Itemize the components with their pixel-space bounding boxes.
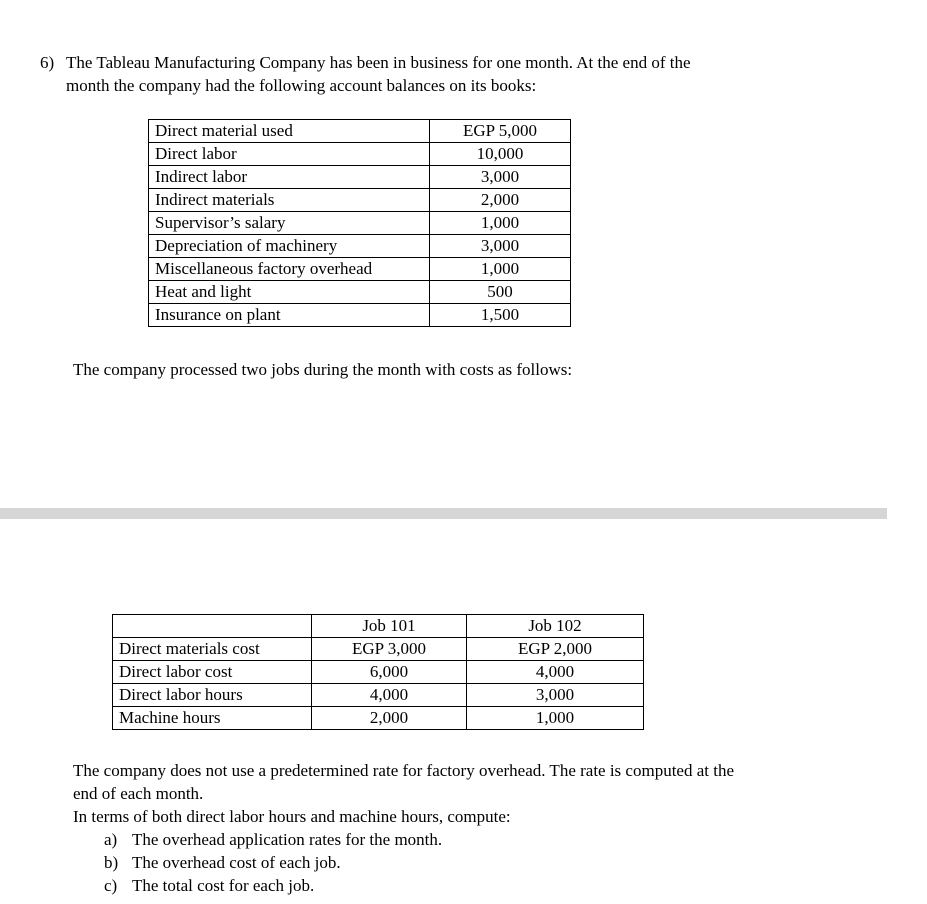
balance-row (149, 304, 571, 327)
question-line-2: month the company had the following account balances on its books: (66, 76, 537, 95)
balance-row (149, 235, 571, 258)
balance-value: 2,000 (430, 189, 571, 212)
task-a-text: The overhead application rates for the month. (132, 830, 443, 849)
balance-label: Indirect materials (149, 189, 430, 212)
balance-value: 10,000 (430, 143, 571, 166)
balance-label: Miscellaneous factory overhead (149, 258, 430, 281)
closing-line-3: In terms of both direct labor hours and machine hours, compute: (73, 807, 511, 826)
job-101-value: 4,000 (312, 684, 467, 707)
job-102-value: 4,000 (467, 661, 644, 684)
job-cost-row (113, 684, 644, 707)
task-a-marker: a) (104, 830, 118, 849)
job-101-value: EGP 3,000 (312, 638, 467, 661)
balance-row (149, 143, 571, 166)
job-101-value: 2,000 (312, 707, 467, 730)
task-b-marker: b) (104, 853, 119, 872)
balance-value: 1,000 (430, 258, 571, 281)
balance-value: 1,000 (430, 212, 571, 235)
balance-label: Direct material used (149, 120, 430, 143)
job-cost-row (113, 707, 644, 730)
balance-value: 3,000 (430, 235, 571, 258)
account-balances-table (148, 119, 571, 327)
balance-label: Supervisor’s salary (149, 212, 430, 235)
closing-line-2: end of each month. (73, 784, 204, 803)
balance-label: Depreciation of machinery (149, 235, 430, 258)
task-a (104, 828, 442, 851)
balance-row (149, 281, 571, 304)
balance-row (149, 258, 571, 281)
job-cost-label: Direct labor cost (113, 661, 312, 684)
job-cost-row (113, 638, 644, 661)
job-costs-table (112, 614, 644, 730)
job-102-value: 3,000 (467, 684, 644, 707)
divider-band (0, 508, 887, 519)
balance-row (149, 212, 571, 235)
balance-label: Direct labor (149, 143, 430, 166)
jobs-intro: The company processed two jobs during the month with costs as follows: (73, 360, 573, 379)
task-b (104, 851, 341, 874)
closing-line-1: The company does not use a predetermined rate for factory overhead. The rate is computed at the (73, 761, 734, 780)
header-job-101: Job 101 (312, 615, 467, 638)
question-number: 6) (40, 53, 55, 72)
job-102-value: EGP 2,000 (467, 638, 644, 661)
job-cost-label: Machine hours (113, 707, 312, 730)
job-102-value: 1,000 (467, 707, 644, 730)
balance-label: Heat and light (149, 281, 430, 304)
balance-row (149, 120, 571, 143)
header-blank-cell (113, 615, 312, 638)
job-cost-label: Direct materials cost (113, 638, 312, 661)
header-job-102: Job 102 (467, 615, 644, 638)
balance-row (149, 166, 571, 189)
balance-label: Indirect labor (149, 166, 430, 189)
balance-row (149, 189, 571, 212)
task-b-text: The overhead cost of each job. (132, 853, 341, 872)
task-c (104, 874, 314, 897)
question-line-1: The Tableau Manufacturing Company has been in business for one month. At the end of the (66, 53, 691, 72)
balance-label: Insurance on plant (149, 304, 430, 327)
balance-value: 500 (430, 281, 571, 304)
job-cost-row (113, 661, 644, 684)
job-costs-header-row (113, 615, 644, 638)
balance-value: 3,000 (430, 166, 571, 189)
balance-value: EGP 5,000 (430, 120, 571, 143)
task-c-text: The total cost for each job. (132, 876, 315, 895)
job-cost-label: Direct labor hours (113, 684, 312, 707)
job-101-value: 6,000 (312, 661, 467, 684)
task-c-marker: c) (104, 876, 118, 895)
balance-value: 1,500 (430, 304, 571, 327)
